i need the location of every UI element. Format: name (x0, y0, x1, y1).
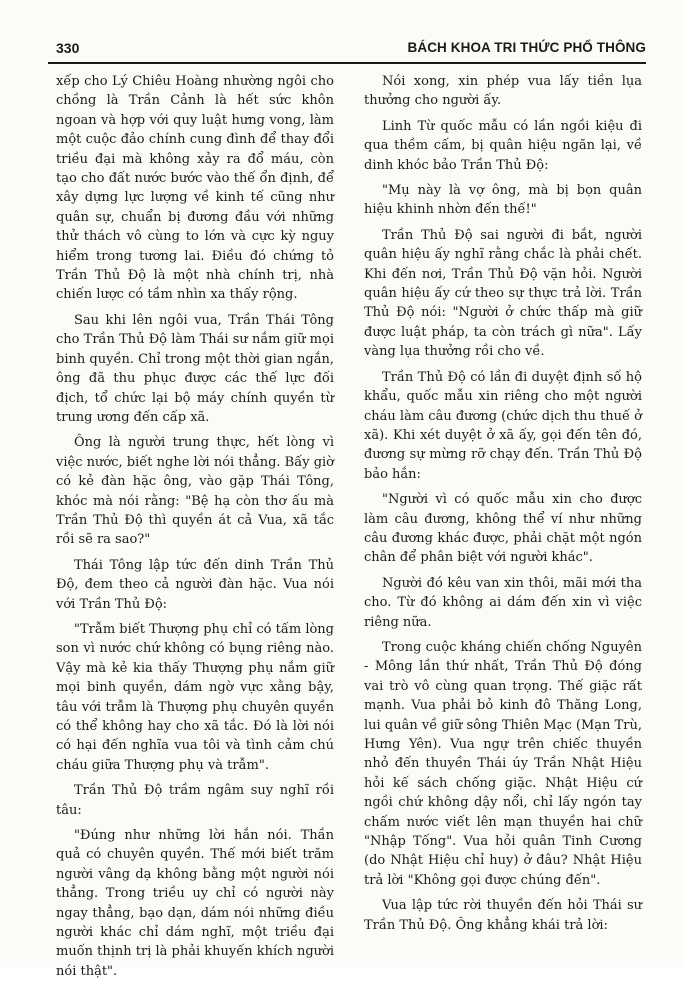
paragraph: Người đó kêu van xin thôi, mãi mới tha cho. Từ đó không ai dám đến xin vì việc riêng nữa. (364, 575, 642, 630)
paragraph: Thái Tông lập tức đến dinh Trần Thủ Độ, đem theo cả người đàn hặc. Vua nói với Trần Thủ Độ: (56, 557, 334, 612)
page-header (48, 38, 646, 60)
quote-paragraph: "Mụ này là vợ ông, mà bị bọn quân hiệu khinh nhờn đến thế!" (364, 183, 642, 218)
paragraph: Trần Thủ Độ trầm ngâm suy nghĩ rồi tâu: (56, 783, 334, 818)
paragraph: Trần Thủ Độ có lần đi duyệt định số hộ khẩu, quốc mẫu xin riêng cho một người cháu làm câu đương (chức dịch thu thuế ở xã). Khi xét duyệt ở xã ấy, gọi đến tên đó, đương sự mừng rỡ chạy đến. Trần Thủ Độ bảo hắn: (364, 369, 642, 482)
paragraph: xếp cho Lý Chiêu Hoàng nhường ngôi cho chồng là Trần Cảnh là hết sức khôn ngoan và hợp với quy luật hưng vong, làm một cuộc đảo chính cung đình để thay đổi triều đại mà không xảy ra đổ máu, còn tạo cho đất nước bước vào thế ổn định, để xây dựng lực lượng về kinh tế cũng như quân sự, chuẩn bị đương đầu với những thử thách vô cùng to lớn và cực kỳ nguy hiểm trong tương lai. Điều đó chứng tỏ Trần Thủ Độ là một nhà chính trị, nhà chiến lược có tầm nhìn xa thấy rộng. (56, 74, 334, 303)
paragraph: Trong cuộc kháng chiến chống Nguyên - Mông lần thứ nhất, Trần Thủ Độ đóng vai trò vô cùng quan trọng. Thế giặc rất mạnh. Vua phải bỏ kinh đô Thăng Long, lui quân về giữ sông Thiên Mạc (Mạn Trù, Hưng Yên). Vua ngự trên chiếc thuyền nhỏ đến thuyền Thái úy Trần Nhật Hiệu hỏi kế sách chống giặc. Nhật Hiệu cứ ngồi chứ không dậy nổi, chỉ lấy ngón tay chấm nước viết lên mạn thuyền hai chữ "Nhập Tống". Vua hỏi quân Tinh Cương (do Nhật Hiệu chỉ huy) ở đâu? Nhật Hiệu trả lời "Không gọi được chúng đến". (364, 639, 642, 888)
running-title: BÁCH KHOA TRI THỨC PHỔ THÔNG (407, 40, 646, 55)
right-column (364, 72, 642, 941)
header-rule (48, 62, 646, 64)
left-column (56, 72, 334, 987)
paragraph: Ông là người trung thực, hết lòng vì việc nước, biết nghe lời nói thẳng. Bấy giờ có kẻ đàn hặc ông, vào gặp Thái Tông, khóc mà nói rằng: "Bệ hạ còn thơ ấu mà Trần Thủ Độ thì quyền át cả Vua, xã tắc rồi sẽ ra sao?" (56, 435, 334, 548)
paragraph: Linh Từ quốc mẫu có lần ngồi kiệu đi qua thềm cấm, bị quân hiệu ngăn lại, về dinh khóc bảo Trần Thủ Độ: (364, 118, 642, 173)
quote-paragraph: "Người vì có quốc mẫu xin cho được làm câu đương, không thể ví như những câu đương khác được, phải chặt một ngón chân để phân biệt với người khác". (364, 492, 642, 566)
page-number: 330 (56, 40, 80, 56)
paragraph: Nói xong, xin phép vua lấy tiền lụa thưởng cho người ấy. (364, 74, 642, 109)
paragraph: Sau khi lên ngôi vua, Trần Thái Tông cho Trần Thủ Độ làm Thái sư nắm giữ mọi binh quyền. Chỉ trong một thời gian ngắn, ông đã thu phục được các thế lực đối địch, tổ chức lại bộ máy chính quyền từ trung ương đến cấp xã. (56, 312, 334, 425)
paragraph: Trần Thủ Độ sai người đi bắt, người quân hiệu ấy nghĩ rằng chắc là phải chết. Khi đến nơi, Trần Thủ Độ vặn hỏi. Người quân hiệu ấy cứ theo sự thực trả lời. Trần Thủ Độ nói: "Người ở chức thấp mà giữ được luật pháp, ta còn trách gì nữa". Lấy vàng lụa thưởng rồi cho về. (364, 227, 642, 360)
quote-paragraph: "Trẫm biết Thượng phụ chỉ có tấm lòng son vì nước chứ không có bụng riêng nào. Vậy mà kẻ kia thấy Thượng phụ nắm giữ mọi binh quyền, dám ngờ vực xằng bậy, tâu với trẫm là Thượng phụ chuyên quyền có thể không hay cho xã tắc. Đó là lời nói có hại đến nghĩa vua tôi và tình cảm chú cháu giữa Thượng phụ và trẫm". (56, 621, 334, 773)
paragraph: Vua lập tức rời thuyền đến hỏi Thái sư Trần Thủ Độ. Ông khẳng khái trả lời: (364, 898, 642, 933)
quote-paragraph: "Đúng như những lời hắn nói. Thần quả có chuyên quyền. Thế mới biết trăm người vâng dạ không bằng một người nói thẳng. Trong triều uy chỉ có người này ngay thẳng, bạo dạn, dám nói những điều người khác chỉ dám nghĩ, một triều đại muốn thịnh trị là phải khuyến khích người nói thật". (56, 828, 335, 979)
